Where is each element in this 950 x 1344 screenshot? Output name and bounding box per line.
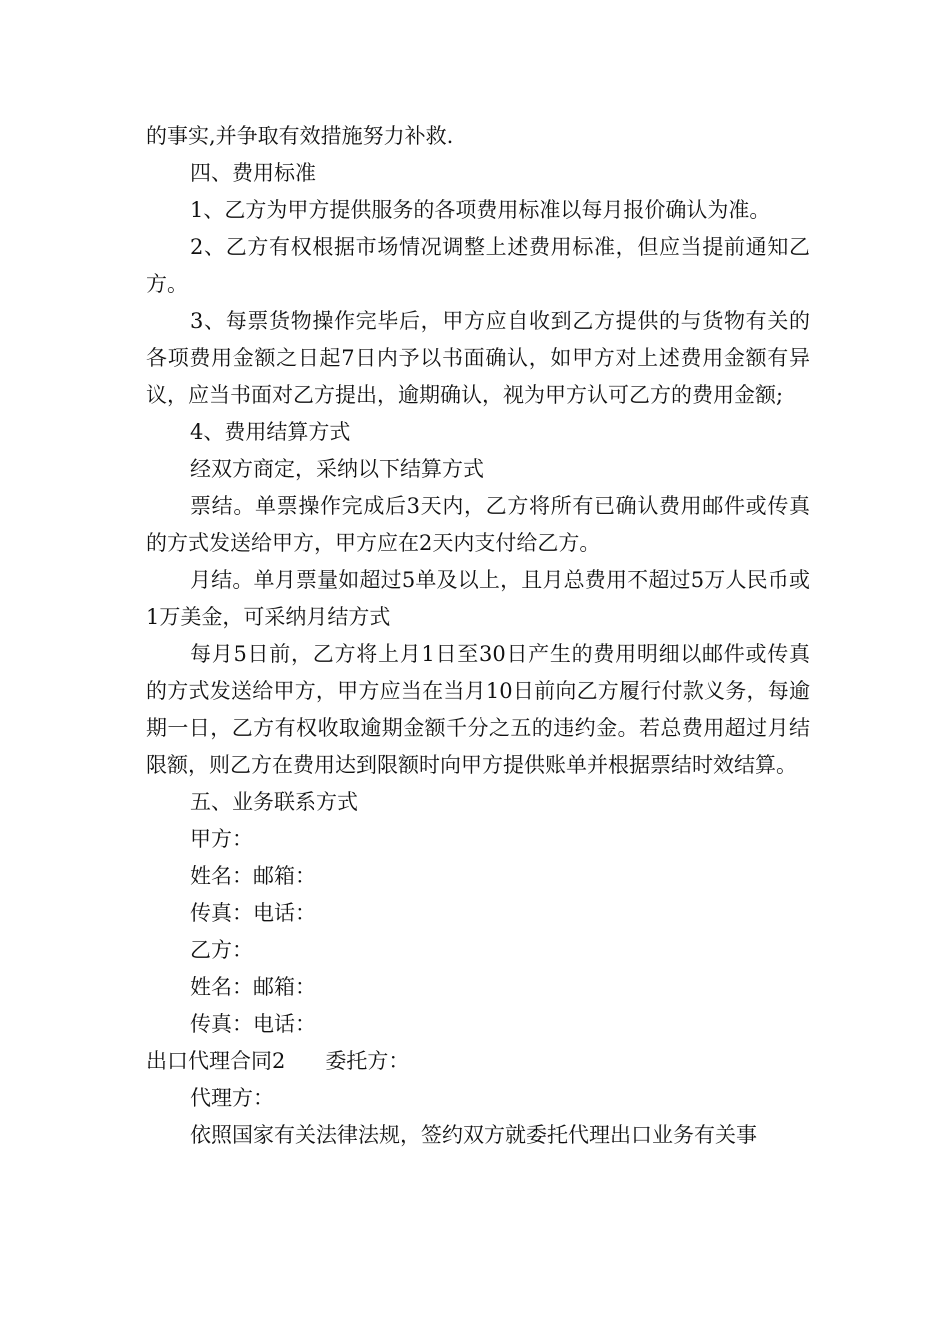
paragraph-fee-item-2: 2、乙方有权根据市场情况调整上述费用标准，但应当提前通知乙方。	[146, 235, 810, 296]
paragraph-fee-item-1: 1、乙方为甲方提供服务的各项费用标准以每月报价确认为准。	[190, 198, 771, 222]
party-b-fax-phone: 传真：电话：	[190, 1012, 316, 1036]
principal-label: 委托方：	[325, 1049, 410, 1073]
party-a-name-email: 姓名：邮箱：	[190, 864, 316, 888]
party-a-label: 甲方：	[190, 827, 253, 851]
paragraph-fee-item-4: 4、费用结算方式	[190, 420, 351, 444]
paragraph-monthly-details: 每月5日前，乙方将上月1日至30日产生的费用明细以邮件或传真的方式发送给甲方，甲方应当在当月10日前向乙方履行付款义务，每逾期一日，乙方有权收取逾期金额千分之五的违约金。若总费用超过月结限额，则乙方在费用达到限额时向甲方提供账单并根据票结时效结算。	[146, 642, 810, 777]
party-b-label: 乙方：	[190, 938, 253, 962]
document-body	[146, 118, 810, 1154]
paragraph-settlement-intro: 经双方商定，采纳以下结算方式	[190, 457, 484, 481]
paragraph-monthly-settlement: 月结。单月票量如超过5单及以上，且月总费用不超过5万人民币或1万美金，可采纳月结方式	[146, 568, 810, 629]
contract-title: 出口代理合同2	[146, 1049, 286, 1073]
party-b-name-email: 姓名：邮箱：	[190, 975, 316, 999]
party-a-fax-phone: 传真：电话：	[190, 901, 316, 925]
contract-heading	[146, 1043, 810, 1080]
section-heading-contact: 五、业务联系方式	[190, 790, 358, 814]
section-heading-fee-standard: 四、费用标准	[190, 161, 316, 185]
paragraph-contract-preamble: 依照国家有关法律法规，签约双方就委托代理出口业务有关事	[190, 1123, 757, 1147]
agent-label: 代理方：	[190, 1086, 274, 1110]
paragraph-per-ticket-settlement: 票结。单票操作完成后3天内，乙方将所有已确认费用邮件或传真的方式发送给甲方，甲方应在2天内支付给乙方。	[146, 494, 810, 555]
paragraph-remedy-continuation: 的事实,并争取有效措施努力补救.	[146, 124, 454, 148]
paragraph-fee-item-3: 3、每票货物操作完毕后，甲方应自收到乙方提供的与货物有关的各项费用金额之日起7日内予以书面确认，如甲方对上述费用金额有异议，应当书面对乙方提出，逾期确认，视为甲方认可乙方的费用金额;	[146, 309, 810, 407]
